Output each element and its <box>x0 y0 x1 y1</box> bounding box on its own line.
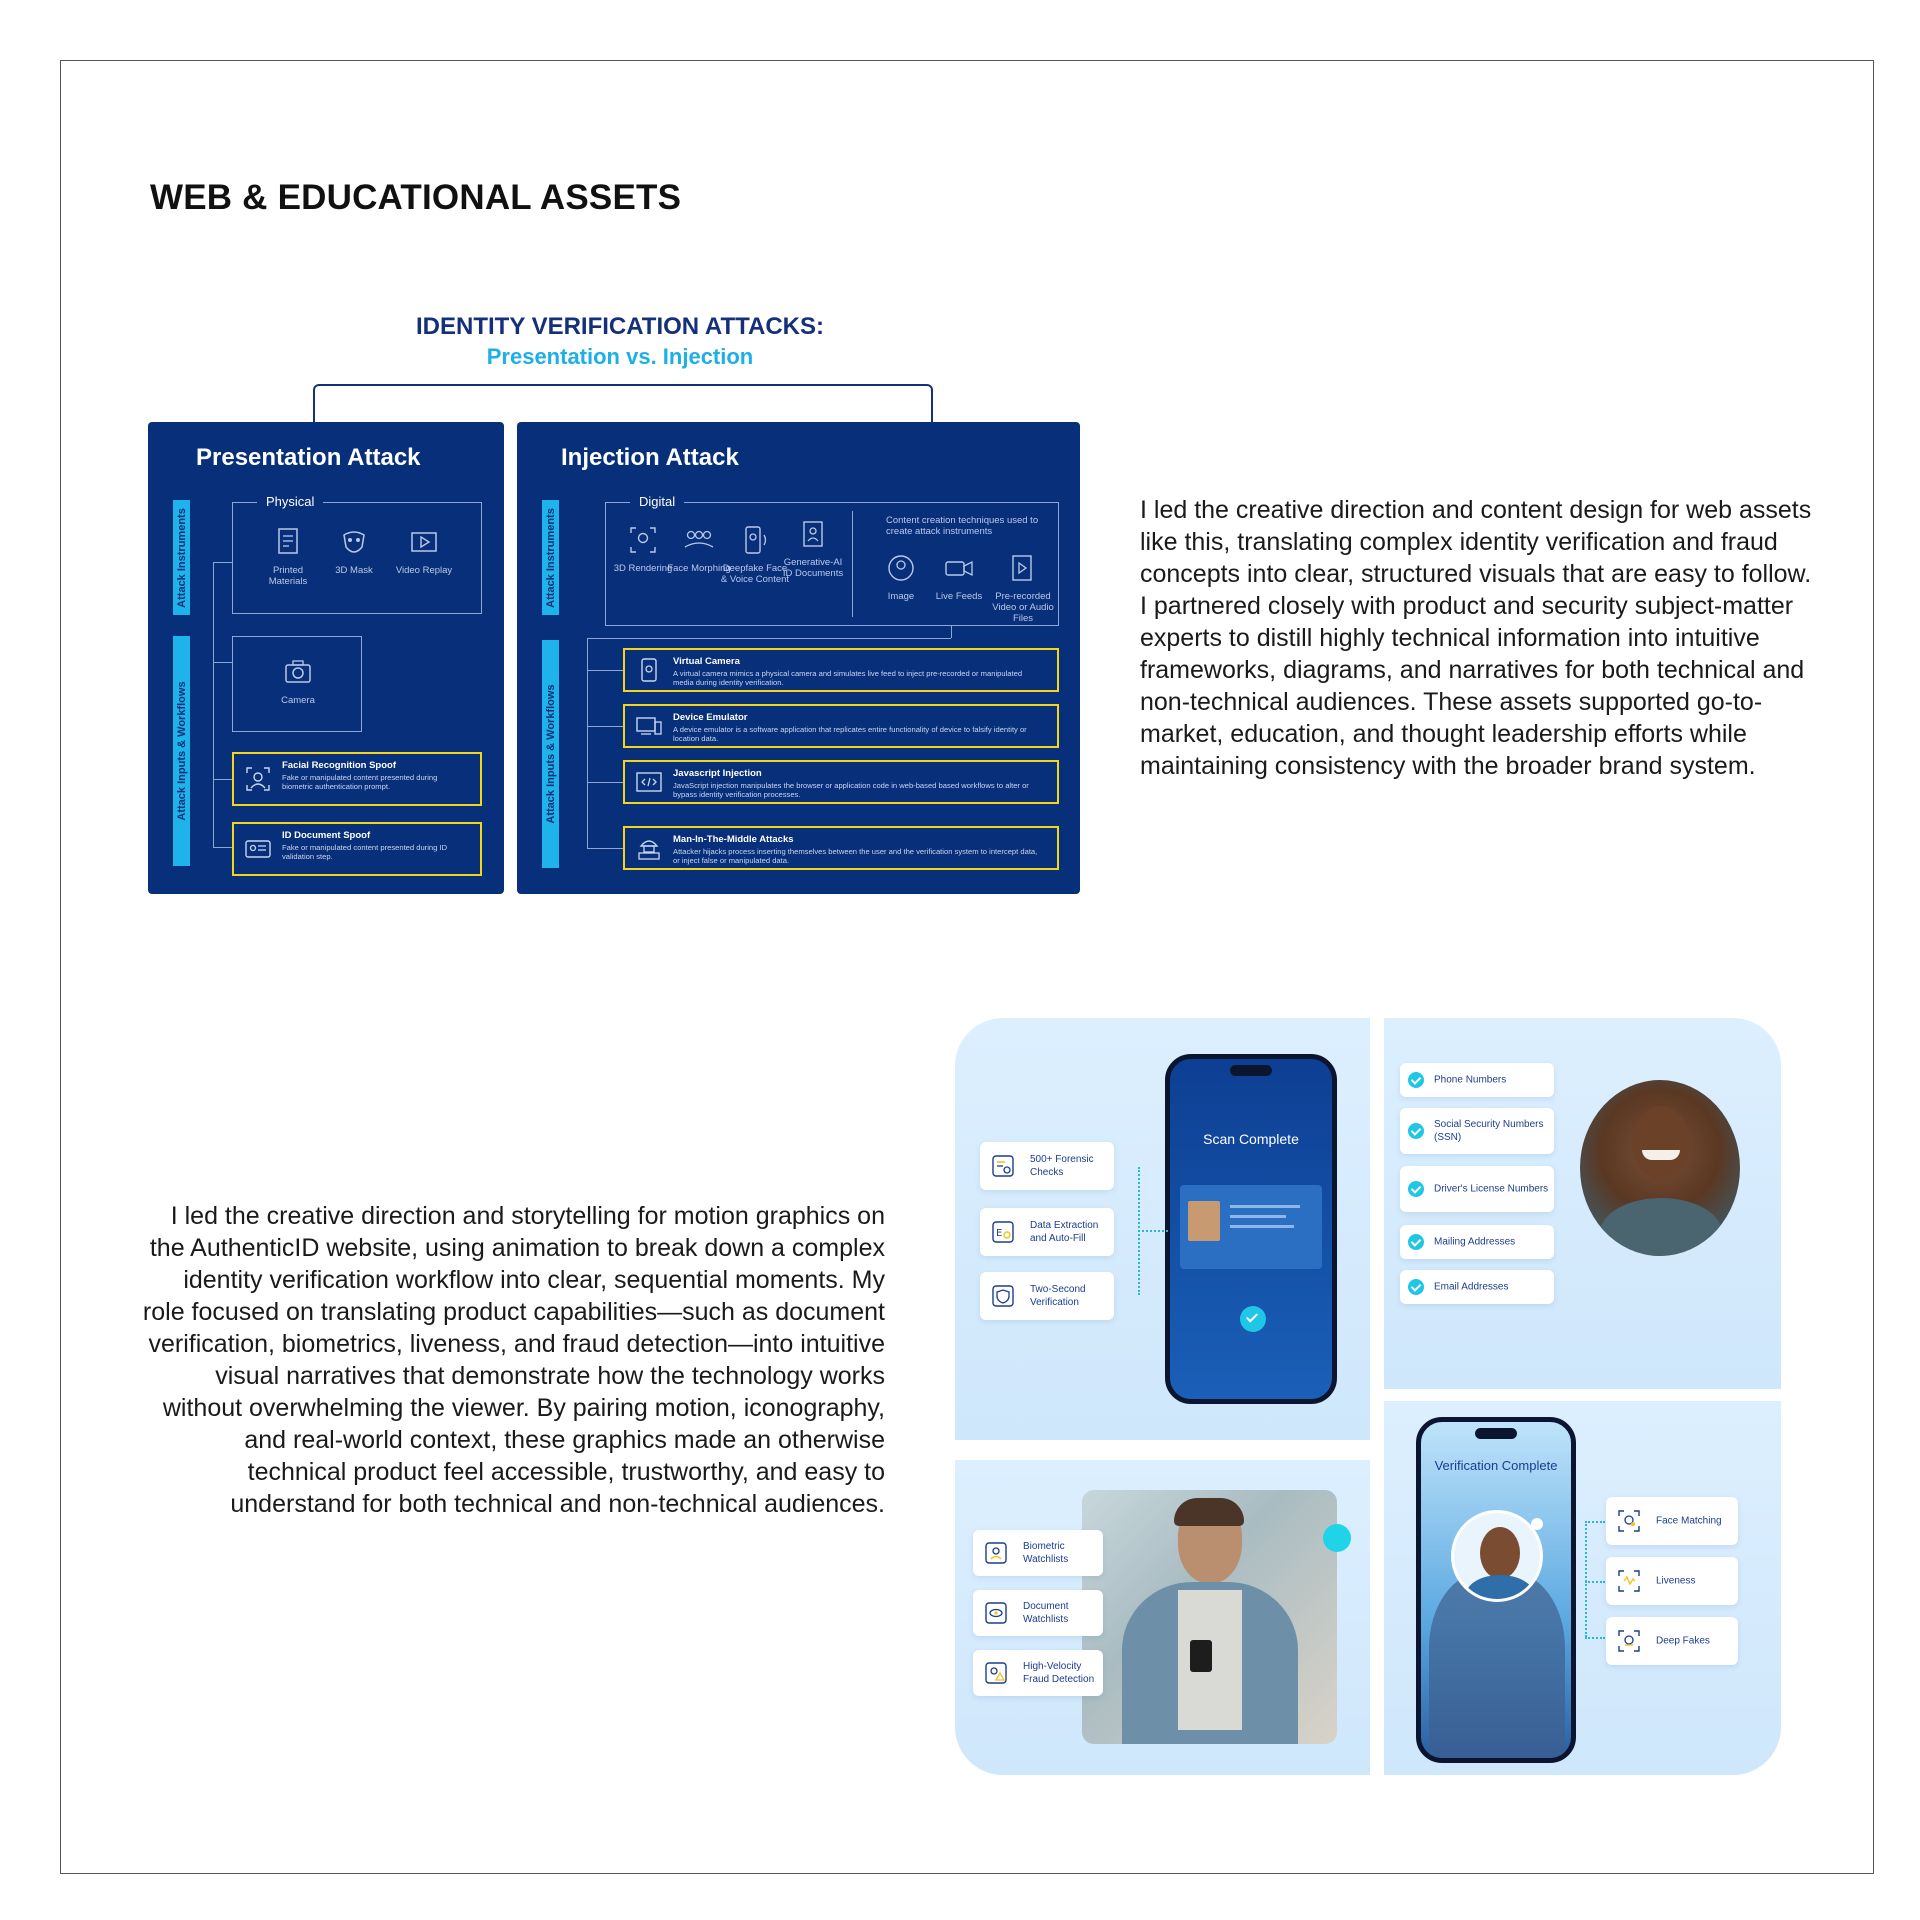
phone-audio-icon <box>738 523 772 557</box>
feature-data-extraction: E Data Extraction and Auto-Fill <box>980 1208 1114 1256</box>
connector <box>587 670 623 671</box>
connector <box>587 638 951 639</box>
user-circle-icon <box>884 551 918 585</box>
pii-email-addresses: Email Addresses <box>1400 1270 1554 1304</box>
document-icon <box>271 525 305 559</box>
face-scan-icon <box>983 1540 1009 1566</box>
infographic-subheading: Presentation vs. Injection <box>486 344 754 369</box>
pii-ssn: Social Security Numbers (SSN) <box>1400 1108 1554 1154</box>
check-icon <box>1408 1123 1424 1139</box>
infographic-heading: IDENTITY VERIFICATION ATTACKS: <box>416 313 824 340</box>
live-feeds-item: Live Feeds <box>924 551 994 602</box>
biometric-watchlists: Biometric Watchlists <box>973 1530 1103 1576</box>
connector-dots <box>1585 1521 1587 1637</box>
attack-instruments-bar: Attack Instruments <box>173 500 190 615</box>
liveness-icon <box>1616 1568 1642 1594</box>
man-in-the-middle-method: Man-In-The-Middle Attacks Attacker hijacks process inserting themselves between the user and the verification system to intercept data, or inject false or manipulated data. <box>623 826 1059 870</box>
device-emulator-method: Device Emulator A device emulator is a software application that replicates entire functionality of device to falsify identity or location data. <box>623 704 1059 748</box>
feature-two-second-verification: Two-Second Verification <box>980 1272 1114 1320</box>
document-eye-icon <box>983 1600 1009 1626</box>
attack-workflows-bar: Attack Inputs & Workflows <box>542 640 559 868</box>
check-icon <box>1408 1279 1424 1295</box>
man-with-phone-photo <box>1082 1490 1337 1744</box>
pii-drivers-license: Driver's License Numbers <box>1400 1166 1554 1212</box>
verification-scene <box>1384 1401 1781 1775</box>
3d-rendering-item: 3D Rendering <box>608 523 678 574</box>
page-title: WEB & EDUCATIONAL ASSETS <box>150 178 682 217</box>
attack-instruments-bar: Attack Instruments <box>542 500 559 615</box>
video-play-icon <box>407 525 441 559</box>
web-assets-description: I led the creative direction and content design for web assets like this, translating complex identity verification and fraud concepts into clear, structured visuals that are easy to follow. I partnered closely with product and security subject-matter experts to distill highly technical information into intuitive frameworks, diagrams, and narratives for both technical and non-technical audiences. These assets supported go-to-market, education, and thought leadership efforts while maintaining consistency with the broader brand system. <box>1140 496 1812 780</box>
svg-text:E: E <box>996 1228 1003 1239</box>
check-face-matching: Face Matching <box>1606 1497 1738 1545</box>
presentation-attack-panel <box>148 422 504 894</box>
pii-scene <box>1384 1018 1781 1389</box>
face-scan-icon <box>626 523 660 557</box>
forensic-search-icon <box>990 1153 1016 1179</box>
ai-document-icon <box>796 517 830 551</box>
connector <box>587 726 623 727</box>
video-camera-icon <box>942 551 976 585</box>
physical-label: Physical <box>257 494 323 509</box>
presentation-attack-title: Presentation Attack <box>196 444 421 471</box>
verification-complete-title: Verification Complete <box>1434 1458 1558 1473</box>
connector <box>213 847 232 848</box>
phone-verify <box>1416 1417 1576 1763</box>
image-item: Image <box>866 551 936 602</box>
javascript-injection-method: Javascript Injection JavaScript injection manipulates the browser or application code in web-based based workflows to alter or bypass identity verification processes. <box>623 760 1059 804</box>
physical-box <box>232 494 482 614</box>
connector <box>213 562 214 847</box>
code-window-icon <box>635 768 663 796</box>
digital-label: Digital <box>630 494 684 509</box>
document-watchlists: Document Watchlists <box>973 1590 1103 1636</box>
data-extraction-icon <box>990 1219 1016 1245</box>
face-match-photo <box>1451 1510 1543 1602</box>
connector <box>587 848 623 849</box>
camera-box <box>232 636 362 732</box>
facial-recognition-spoof: Facial Recognition Spoof Fake or manipulated content presented during biometric authentication prompt. <box>232 752 482 806</box>
motion-graphics-description: I led the creative direction and storytelling for motion graphics on the AuthenticID website, using animation to break down a complex identity verification workflow into clear, sequential moments. My role focused on translating product capabilities—such as document verification, biometrics, liveness, and fraud detection—into intuitive visual narratives that demonstrate how the technology works without overwhelming the viewer. By pairing motion, iconography, and real-world context, these graphics made an otherwise technical product feel accessible, trustworthy, and easy to understand for both technical and non-technical audiences. <box>142 1202 885 1518</box>
motion-graphics-collage <box>955 1018 1781 1775</box>
portrait-man-photo <box>1580 1080 1740 1256</box>
heading-bracket <box>313 384 933 422</box>
divider <box>852 511 853 617</box>
prerecorded-item: Pre-recorded Video or Audio Files <box>988 551 1058 624</box>
connector <box>587 782 623 783</box>
connector-dots <box>1585 1581 1605 1583</box>
connector-dots <box>1138 1230 1168 1232</box>
pii-phone-numbers: Phone Numbers <box>1400 1063 1554 1097</box>
camera-item: Camera <box>263 655 333 706</box>
injection-attack-panel <box>517 422 1080 894</box>
camera-icon <box>281 655 315 689</box>
connector <box>951 626 952 638</box>
deepfake-item: Deepfake Face & Voice Content <box>720 523 790 585</box>
scan-complete-scene <box>955 1018 1370 1440</box>
id-card-image <box>1180 1185 1322 1269</box>
face-scan-icon <box>244 765 272 793</box>
check-icon <box>1240 1306 1266 1332</box>
media-file-icon <box>1006 551 1040 585</box>
content-creation-note: Content creation techniques used to create attack instruments <box>886 515 1039 537</box>
scan-complete-title: Scan Complete <box>1203 1131 1299 1147</box>
face-morphing-item: Face Morphing <box>664 523 734 574</box>
check-icon <box>1408 1181 1424 1197</box>
connector <box>213 662 232 663</box>
status-dot <box>1531 1518 1543 1530</box>
id-document-spoof: ID Document Spoof Fake or manipulated content presented during ID validation step. <box>232 822 482 876</box>
devices-icon <box>635 712 663 740</box>
id-photo <box>1188 1201 1220 1241</box>
connector-dots <box>1585 1637 1605 1639</box>
attack-workflows-bar: Attack Inputs & Workflows <box>173 636 190 866</box>
people-group-icon <box>682 523 716 557</box>
pii-mailing-addresses: Mailing Addresses <box>1400 1225 1554 1259</box>
virtual-camera-method: Virtual Camera A virtual camera mimics a physical camera and simulates live feed to inject pre-recorded or manipulated media during identity verification. <box>623 648 1059 692</box>
phone-camera-icon <box>635 656 663 684</box>
face-match-icon <box>1616 1508 1642 1534</box>
scan-indicator-icon <box>1323 1524 1351 1552</box>
connector <box>213 562 232 563</box>
mask-icon <box>337 525 371 559</box>
printed-materials-item: Printed Materials <box>253 525 323 587</box>
shield-icon <box>990 1283 1016 1309</box>
phone-scan <box>1165 1054 1337 1404</box>
fraud-alert-icon <box>983 1660 1009 1686</box>
connector-dots <box>1585 1521 1605 1523</box>
deepfake-detect-icon <box>1616 1628 1642 1654</box>
check-icon <box>1408 1072 1424 1088</box>
digital-box <box>605 494 1059 626</box>
check-liveness: Liveness <box>1606 1557 1738 1605</box>
watchlist-scene <box>955 1460 1370 1775</box>
connector <box>213 779 232 780</box>
feature-forensic-checks: 500+ Forensic Checks <box>980 1142 1114 1190</box>
check-icon <box>1408 1234 1424 1250</box>
check-deep-fakes: Deep Fakes <box>1606 1617 1738 1665</box>
id-card-icon <box>244 835 272 863</box>
hacker-icon <box>635 834 663 862</box>
video-replay-item: Video Replay <box>389 525 459 576</box>
high-velocity-fraud-detection: High-Velocity Fraud Detection <box>973 1650 1103 1696</box>
generative-ai-id-item: Generative-AI ID Documents <box>778 517 848 579</box>
3d-mask-item: 3D Mask <box>319 525 389 576</box>
injection-attack-title: Injection Attack <box>561 444 739 471</box>
